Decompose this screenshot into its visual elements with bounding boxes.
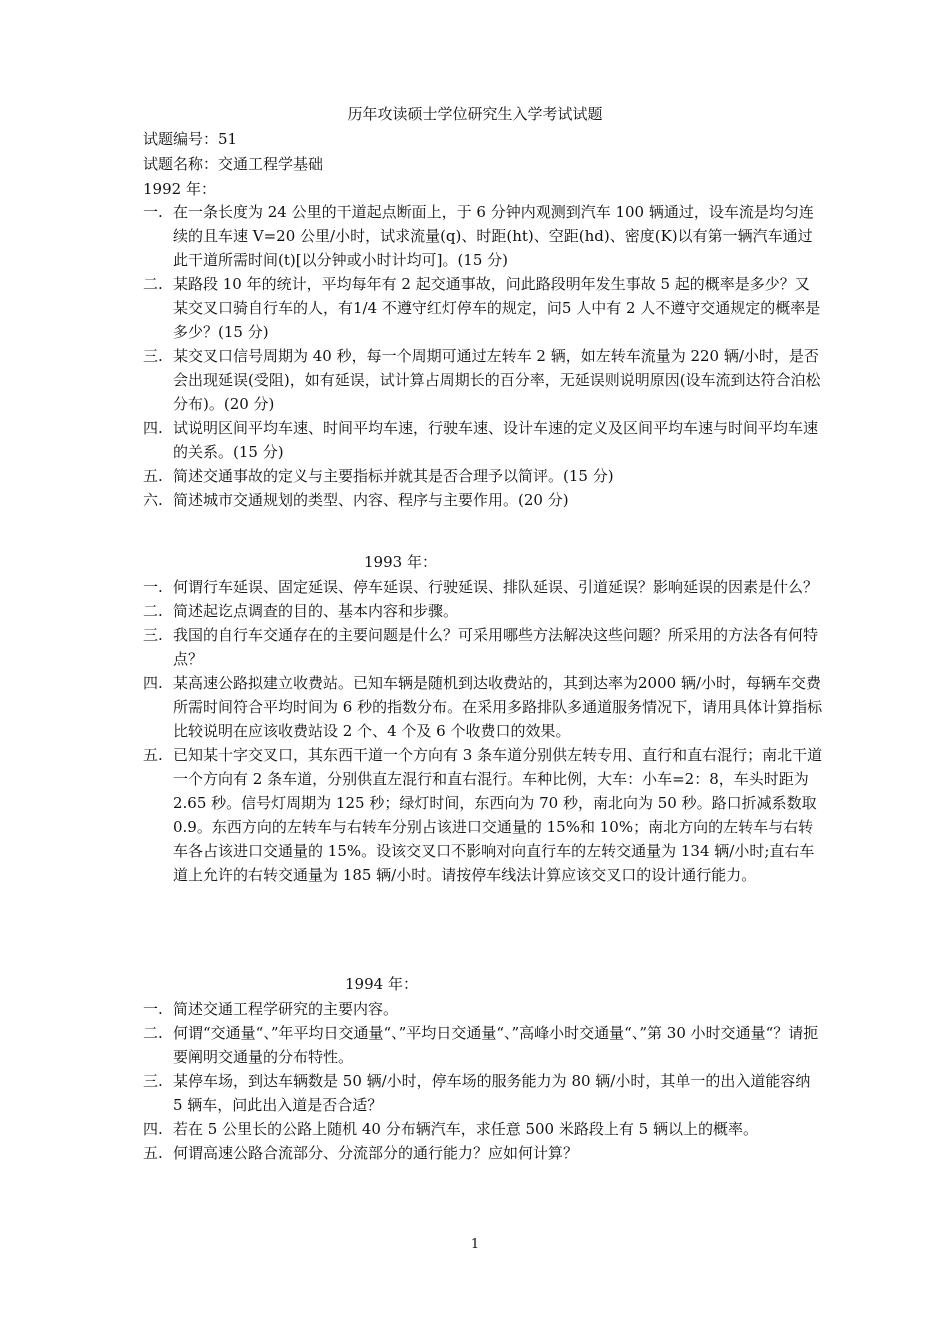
question-number: 六. — [143, 491, 163, 509]
section-1993 — [143, 575, 823, 887]
year-heading-1994: 1994 年： — [345, 975, 418, 993]
question-item — [143, 488, 823, 512]
question-number: 三. — [143, 626, 163, 644]
question-item — [143, 1141, 823, 1165]
section-1992 — [143, 178, 823, 512]
question-text: 何谓高速公路合流部分、分流部分的通行能力？应如何计算？ — [173, 1144, 579, 1162]
question-text: 在一条长度为 24 公里的干道起点断面上，于 6 分钟内观测到汽车 100 辆通过，设车流是均匀连续的且车速 V=20 公里/小时，试求流量(q)、时距(ht)、空距(hd)、密度(K)以有第一辆汽车通过此干道所需时间(t)[以分钟或小时计均可]。(15 分) — [173, 203, 814, 269]
question-text: 我国的自行车交通存在的主要问题是什么？可采用哪些方法解决这些问题？所采用的方法各有何特点？ — [173, 626, 819, 668]
question-list-1994 — [143, 997, 823, 1165]
question-text: 某交叉口信号周期为 40 秒，每一个周期可通过左转车 2 辆，如左转车流量为 220 辆/小时，是否会出现延误(受阻)，如有延误，试计算占周期长的百分率，无延误则说明原因(设车流到达符合泊松分布)。(20 分) — [173, 347, 821, 413]
question-item — [143, 575, 823, 599]
exam-code: 试题编号：51 — [143, 130, 238, 148]
question-number: 四. — [143, 1120, 163, 1138]
question-text: 何谓“交通量“、”年平均日交通量“、”平均日交通量“、”高峰小时交通量“、”第 30 小时交通量“？请扼要阐明交通量的分布特性。 — [173, 1024, 819, 1066]
question-item — [143, 623, 823, 671]
question-number: 一. — [143, 578, 163, 596]
question-text: 何谓行车延误、固定延误、停车延误、行驶延误、排队延误、引道延误？影响延误的因素是什么？ — [173, 578, 819, 596]
question-number: 四. — [143, 674, 163, 692]
question-text: 简述交通工程学研究的主要内容。 — [173, 1000, 399, 1018]
question-item — [143, 599, 823, 623]
section-1994 — [143, 997, 823, 1165]
question-item — [143, 344, 823, 416]
question-number: 一. — [143, 203, 163, 221]
year-heading-1993: 1993 年： — [364, 553, 437, 571]
question-number: 四. — [143, 419, 163, 437]
question-text: 简述交通事故的定义与主要指标并就其是否合理予以简评。(15 分) — [173, 467, 614, 485]
document-title: 历年攻读硕士学位研究生入学考试试题 — [347, 105, 603, 123]
question-item — [143, 1021, 823, 1069]
question-number: 五. — [143, 467, 163, 485]
question-number: 三. — [143, 347, 163, 365]
question-number: 三. — [143, 1072, 163, 1090]
year-heading-1992: 1992 年： — [143, 180, 216, 198]
question-text: 已知某十字交叉口，其东西干道一个方向有 3 条车道分别供左转专用、直行和直右混行；南北干道一个方向有 2 条车道，分别供直左混行和直右混行。车种比例，大车：小车=2：8，车头时距为 2.65 秒。信号灯周期为 125 秒；绿灯时间，东西向为 70 秒，南北向为 50 秒。路口折减系数取 0.9。东西方向的左转车与右转车分别占该进口交通量的 15%和 10%；南北方向的左转车与右转车各占该进口交通量的 15%。设该交叉口不影响对向直行车的左转交通量为 134 辆/小时;直右车道上允许的右转交通量为 185 辆/小时。请按停车线法计算应该交叉口的设计通行能力。 — [173, 746, 823, 884]
question-item — [143, 671, 823, 743]
question-text: 简述城市交通规划的类型、内容、程序与主要作用。(20 分) — [173, 491, 569, 509]
question-number: 二. — [143, 275, 163, 293]
question-text: 简述起讫点调查的目的、基本内容和步骤。 — [173, 602, 459, 620]
page-number: 1 — [470, 1237, 480, 1252]
question-number: 五. — [143, 746, 163, 764]
question-text: 某停车场，到达车辆数是 50 辆/小时，停车场的服务能力为 80 辆/小时，其单一的出入道能容纳 5 辆车，问此出入道是否合适？ — [173, 1072, 811, 1114]
question-list-1993 — [143, 575, 823, 887]
question-number: 五. — [143, 1144, 163, 1162]
question-number: 二. — [143, 1024, 163, 1042]
question-item — [143, 416, 823, 464]
question-text: 某路段 10 年的统计，平均每年有 2 起交通事故，问此路段明年发生事故 5 起的概率是多少？又某交叉口骑自行车的人，有1/4 不遵守红灯停车的规定，问5 人中有 2 人不遵守交通规定的概率是多少？(15 分) — [173, 275, 821, 341]
exam-name: 试题名称：交通工程学基础 — [143, 155, 324, 173]
question-item — [143, 743, 823, 887]
question-text: 若在 5 公里长的公路上随机 40 分布辆汽车，求任意 500 米路段上有 5 辆以上的概率。 — [173, 1120, 758, 1138]
question-item — [143, 1069, 823, 1117]
question-list-1992 — [143, 200, 823, 512]
question-item — [143, 272, 823, 344]
question-item — [143, 200, 823, 272]
question-item — [143, 464, 823, 488]
question-number: 二. — [143, 602, 163, 620]
question-number: 一. — [143, 1000, 163, 1018]
question-item — [143, 997, 823, 1021]
question-text: 试说明区间平均车速、时间平均车速，行驶车速、设计车速的定义及区间平均车速与时间平均车速的关系。(15 分) — [173, 419, 819, 461]
question-item — [143, 1117, 823, 1141]
question-text: 某高速公路拟建立收费站。已知车辆是随机到达收费站的，其到达率为2000 辆/小时，每辆车交费所需时间符合平均时间为 6 秒的指数分布。在采用多路排队多通道服务情况下，请用具体计算指标比较说明在应该收费站设 2 个、4 个及 6 个收费口的效果。 — [173, 674, 823, 740]
